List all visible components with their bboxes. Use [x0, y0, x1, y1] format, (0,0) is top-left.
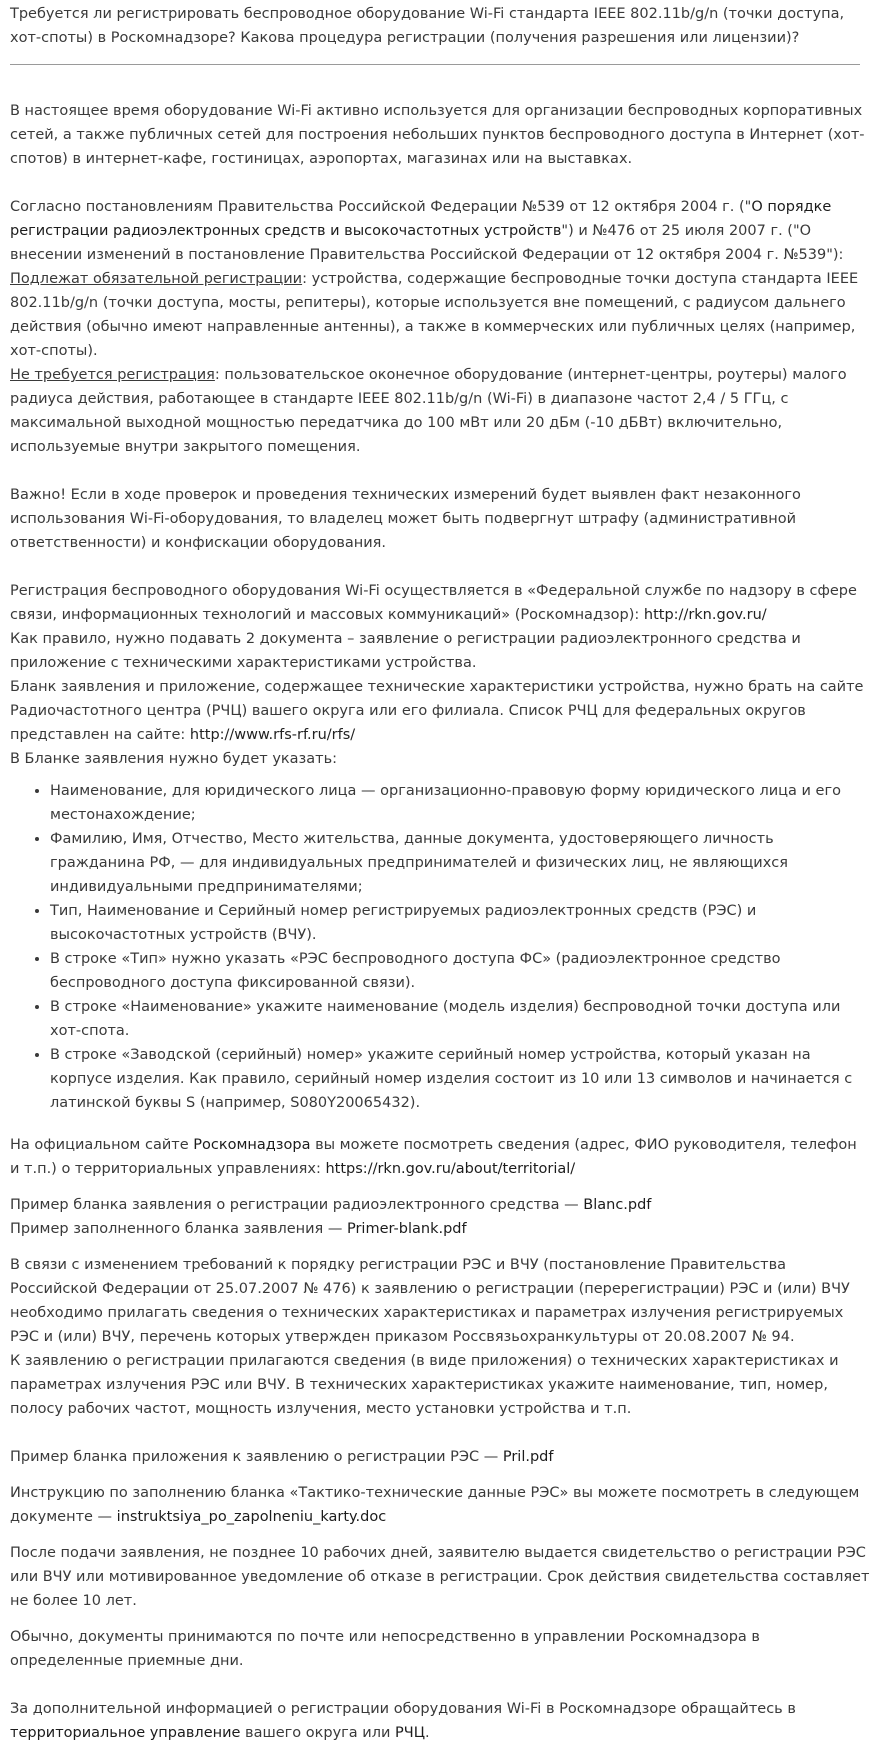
- not-required-label: Не требуется регистрация: [10, 367, 215, 383]
- regulation-link[interactable]: О порядке регистрации радиоэлектронных средств и высокочастотных устройств: [10, 199, 832, 239]
- list-item: • Тип, Наименование и Серийный номер регистрируемых радиоэлектронных средств (РЭС) и высокочастотных устройств (ВЧУ).: [50, 899, 870, 947]
- blank-prefix: Пример бланка заявления о регистрации радиоэлектронного средства —: [10, 1197, 584, 1213]
- territorial-office-link[interactable]: территориальное управление: [10, 1725, 241, 1741]
- regulation-middle: ") и №476 от 25 июля 2007 г. ("О внесении изменений в постановление Правительства Российской Федерации от 12 октября 2004 г. №539"):: [10, 223, 844, 263]
- official-prefix: На официальном сайте: [10, 1137, 194, 1153]
- list-item: • Наименование, для юридического лица — организационно-правовую форму юридического лица и его местонахождение;: [50, 779, 870, 827]
- list-item: • В строке «Наименование» укажите наименование (модель изделия) беспроводной точки доступа или хот-спота.: [50, 995, 870, 1043]
- official-middle: вы можете посмотреть сведения (адрес, ФИО руководителя, телефон и т.п.) о территориальных управлениях:: [10, 1137, 857, 1177]
- appendix-paragraph: [10, 1445, 870, 1469]
- rkn-name-link[interactable]: Роскомнадзора: [193, 1137, 311, 1153]
- contact-middle: вашего округа или: [240, 1725, 396, 1741]
- divider: [10, 64, 860, 65]
- contact-prefix: За дополнительной информацией о регистрации оборудования Wi-Fi в Роскомнадзоре обращайтесь в: [10, 1701, 796, 1717]
- instruction-doc-link[interactable]: instruktsiya_po_zapolneniu_karty.doc: [116, 1509, 387, 1525]
- list-item: • В строке «Заводской (серийный) номер» укажите серийный номер устройства, который указан на корпусе изделия. Как правило, серийный номер изделия состоит из 10 или 13 символов и начинается с латинской буквы S (например, S080Y20065432).: [50, 1043, 870, 1115]
- contact-paragraph: [10, 1697, 870, 1745]
- required-label: Подлежат обязательной регистрации: [10, 271, 303, 287]
- warning-paragraph: Важно! Если в ходе проверок и проведения технических измерений будет выявлен факт незаконного использования Wi-Fi-оборудования, то владелец может быть подвергнут штрафу (административной ответственности) и конфискации оборудования.: [10, 487, 801, 551]
- samples-paragraph: [10, 1193, 870, 1241]
- pril-pdf-link[interactable]: Pril.pdf: [502, 1449, 554, 1465]
- registration-line2: Как правило, нужно подавать 2 документа – заявление о регистрации радиоэлектронного средства и приложение с техническими характеристиками устройства.: [10, 631, 801, 671]
- instruction-prefix: Инструкцию по заполнению бланка «Тактико-технические данные РЭС» вы можете посмотреть в следующем документе —: [10, 1485, 860, 1525]
- intro-paragraph: В настоящее время оборудование Wi-Fi активно используется для организации беспроводных корпоративных сетей, а также публичных сетей для построения небольших пунктов беспроводного доступа в Интернет (хот-спотов) в интернет-кафе, гостиницах, аэропортах, магазинах или на выставках.: [10, 103, 865, 167]
- appendix-prefix: Пример бланка приложения к заявлению о регистрации РЭС —: [10, 1449, 503, 1465]
- changes-line1: В связи с изменением требований к порядку регистрации РЭС и ВЧУ (постановление Правительства Российской Федерации от 25.07.2007 № 476) к заявлению о регистрации (перерегистрации) РЭС и (или) ВЧУ необходимо прилагать сведения о технических характеристиках и параметрах излучения регистрируемых РЭС и (или) ВЧУ, перечень которых утвержден приказом Россвязьохранкультуры от 20.08.2007 № 94.: [10, 1257, 850, 1345]
- regulation-prefix: Согласно постановлениям Правительства Российской Федерации №539 от 12 октября 2004 г. (": [10, 199, 752, 215]
- registration-paragraph: [10, 579, 870, 771]
- rfs-link[interactable]: http://www.rfs-rf.ru/rfs/: [189, 727, 356, 743]
- territorial-link[interactable]: https://rkn.gov.ru/about/territorial/: [325, 1161, 576, 1177]
- rkn-link[interactable]: http://rkn.gov.ru/: [643, 607, 767, 623]
- registration-line4: В Бланке заявления нужно будет указать:: [10, 751, 338, 767]
- list-item: • Фамилию, Имя, Отчество, Место жительства, данные документа, удостоверяющего личность гражданина РФ, — для индивидуальных предпринимателей и физических лиц, не являющихся индивидуальными предпринимателями;: [50, 827, 870, 899]
- required-text: : устройства, содержащие беспроводные точки доступа стандарта IEEE 802.11b/g/n (точки доступа, мосты, репитеры), которые используется вне помещений, с радиусом дальнего действия (обычно имеют направленные антенны), а также в коммерческих или публичных целях (например, хот-споты).: [10, 271, 859, 359]
- registration-line3: Бланк заявления и приложение, содержащее технические характеристики устройства, нужно брать на сайте Радиочастотного центра (РЧЦ) вашего округа или его филиала. Список РЧЦ для федеральных округов представлен на сайте:: [10, 679, 864, 743]
- official-paragraph: [10, 1133, 870, 1181]
- not-required-text: : пользовательское оконечное оборудование (интернет-центры, роутеры) малого радиуса действия, работающее в стандарте IEEE 802.11b/g/n (Wi-Fi) в диапазоне частот 2,4 / 5 ГГц, с максимальной выходной мощностью передатчика до 100 мВт или 20 дБм (-10 дБВт) включительно, используемые внутри закрытого помещения.: [10, 367, 847, 455]
- after-paragraph: После подачи заявления, не позднее 10 рабочих дней, заявителю выдается свидетельство о регистрации РЭС или ВЧУ или мотивированное уведомление об отказе в регистрации. Срок действия свидетельства составляет не более 10 лет.: [10, 1545, 870, 1609]
- filled-prefix: Пример заполненного бланка заявления —: [10, 1221, 347, 1237]
- form-items-list: [10, 779, 870, 1115]
- regulation-paragraph: [10, 195, 870, 459]
- changes-paragraph: [10, 1253, 870, 1421]
- contact-suffix: .: [424, 1725, 430, 1741]
- usually-paragraph: Обычно, документы принимаются по почте или непосредственно в управлении Роскомнадзора в определенные приемные дни.: [10, 1629, 760, 1669]
- blank-pdf-link[interactable]: Blanc.pdf: [583, 1197, 652, 1213]
- changes-line2: К заявлению о регистрации прилагаются сведения (в виде приложения) о технических характеристиках и параметрах излучения РЭС или ВЧУ. В технических характеристиках укажите наименование, тип, номер, полосу рабочих частот, мощность излучения, место установки устройства и т.п.: [10, 1353, 839, 1417]
- filled-pdf-link[interactable]: Primer-blank.pdf: [346, 1221, 467, 1237]
- instruction-paragraph: [10, 1481, 870, 1529]
- rchc-link[interactable]: РЧЦ: [395, 1725, 425, 1741]
- registration-line1: Регистрация беспроводного оборудования Wi-Fi осуществляется в «Федеральной службе по надзору в сфере связи, информационных технологий и массовых коммуникаций» (Роскомнадзор):: [10, 583, 857, 623]
- question-title: Требуется ли регистрировать беспроводное оборудование Wi-Fi стандарта IEEE 802.11b/g/n (точки доступа, хот-споты) в Роскомнадзоре? Какова процедура регистрации (получения разрешения или лицензии)?: [10, 6, 845, 46]
- list-item: • В строке «Тип» нужно указать «РЭС беспроводного доступа ФС» (радиоэлектронное средство беспроводного доступа фиксированной связи).: [50, 947, 870, 995]
